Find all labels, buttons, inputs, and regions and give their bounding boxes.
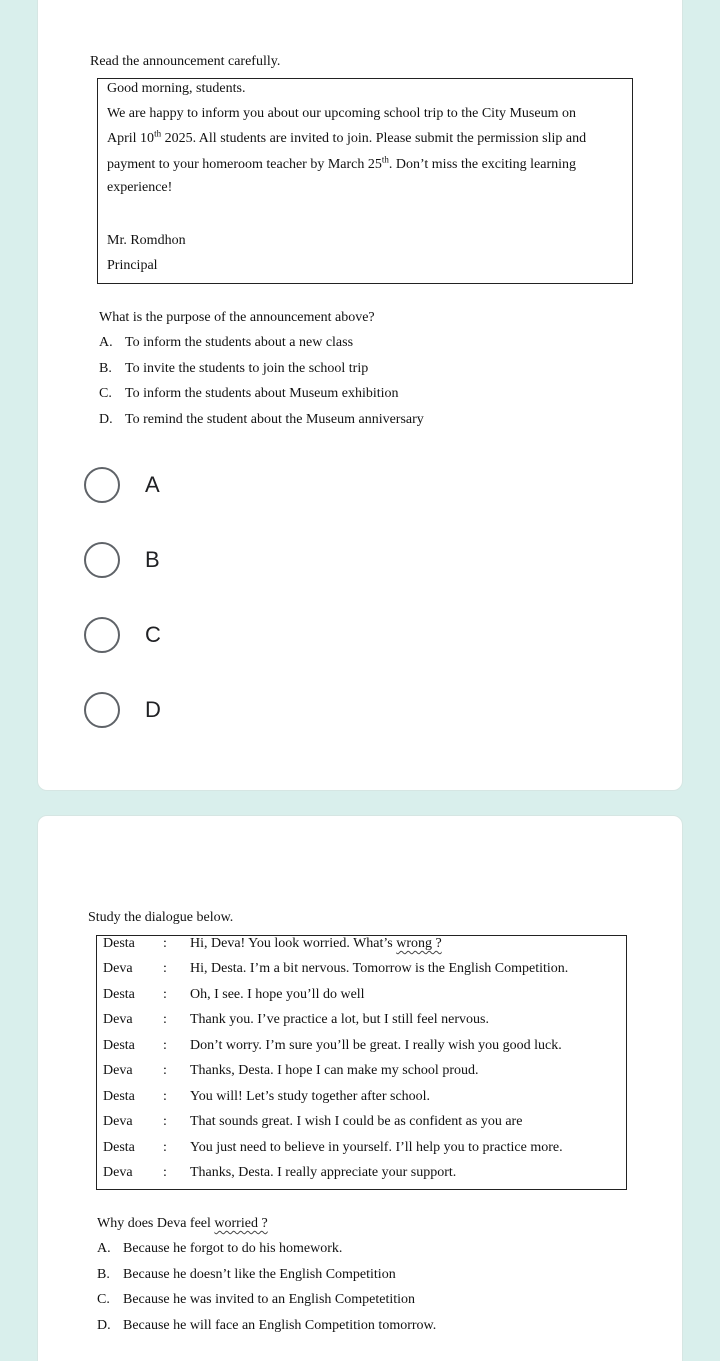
choice-b[interactable] (84, 540, 160, 580)
option-a: A. To inform the students about a new class (99, 335, 354, 350)
announcement-greeting: Good morning, students. (107, 81, 246, 96)
announcement-signer: Mr. Romdhon (107, 233, 186, 248)
instruction-text: Read the announcement carefully. (90, 54, 281, 69)
choice-label: C (145, 622, 161, 647)
radio-button[interactable] (84, 617, 120, 653)
question-card-1 (37, 0, 683, 791)
dialogue-box: Desta : Hi, Deva! You look worried. What’s wrong ? Deva : Hi, Desta. I’m a bit nervous. Tomorrow is the English Competition. Desta : Oh, I see. I hope you’ll do well Deva : Thank you. I’ve practice a lot, but I still feel nervous. Desta : Don’t worry. I’m sure you’ll be great. I really wish you good luck. Deva : Thanks, Desta. I hope I can make my school proud. Desta : You will! Let’s study together after school. Deva : That sounds great. I wish I could be as confident as you are Desta : You just need to believe in yourself. I’ll help you to practice more. Deva : Thanks, Desta. I really appreciate your support. (96, 935, 627, 1190)
option-b: B. To invite the students to join the school trip (99, 361, 369, 376)
choice-label: D (145, 697, 161, 722)
option-a: A. Because he forgot to do his homework. (97, 1241, 343, 1256)
option-d: D. To remind the student about the Museum anniversary (99, 412, 424, 427)
instruction-text: Study the dialogue below. (88, 910, 234, 925)
announcement-signer-title: Principal (107, 258, 158, 273)
choice-label: B (145, 547, 160, 572)
radio-button[interactable] (84, 692, 120, 728)
announcement-line: April 10th 2025. All students are invited to join. Please submit the permission slip and (107, 128, 587, 146)
choice-c[interactable] (84, 615, 161, 655)
question-text: Why does Deva feel worried ? (97, 1216, 268, 1231)
option-c: C. Because he was invited to an English Competetition (97, 1292, 415, 1307)
announcement-line: payment to your homeroom teacher by March 25th. Don’t miss the exciting learning (107, 154, 577, 172)
choice-d[interactable] (84, 690, 161, 730)
announcement-box (97, 78, 633, 284)
announcement-line: experience! (107, 180, 173, 195)
choice-a[interactable] (84, 465, 160, 505)
option-b: B. Because he doesn’t like the English Competition (97, 1267, 396, 1282)
choice-label: A (145, 472, 160, 497)
option-d: D. Because he will face an English Competition tomorrow. (97, 1318, 437, 1333)
question-card-2 (37, 815, 683, 1361)
question-text: What is the purpose of the announcement above? (99, 310, 375, 325)
radio-button[interactable] (84, 542, 120, 578)
announcement-line: We are happy to inform you about our upcoming school trip to the City Museum on (107, 106, 576, 121)
radio-button[interactable] (84, 467, 120, 503)
option-c: C. To inform the students about Museum exhibition (99, 386, 399, 401)
